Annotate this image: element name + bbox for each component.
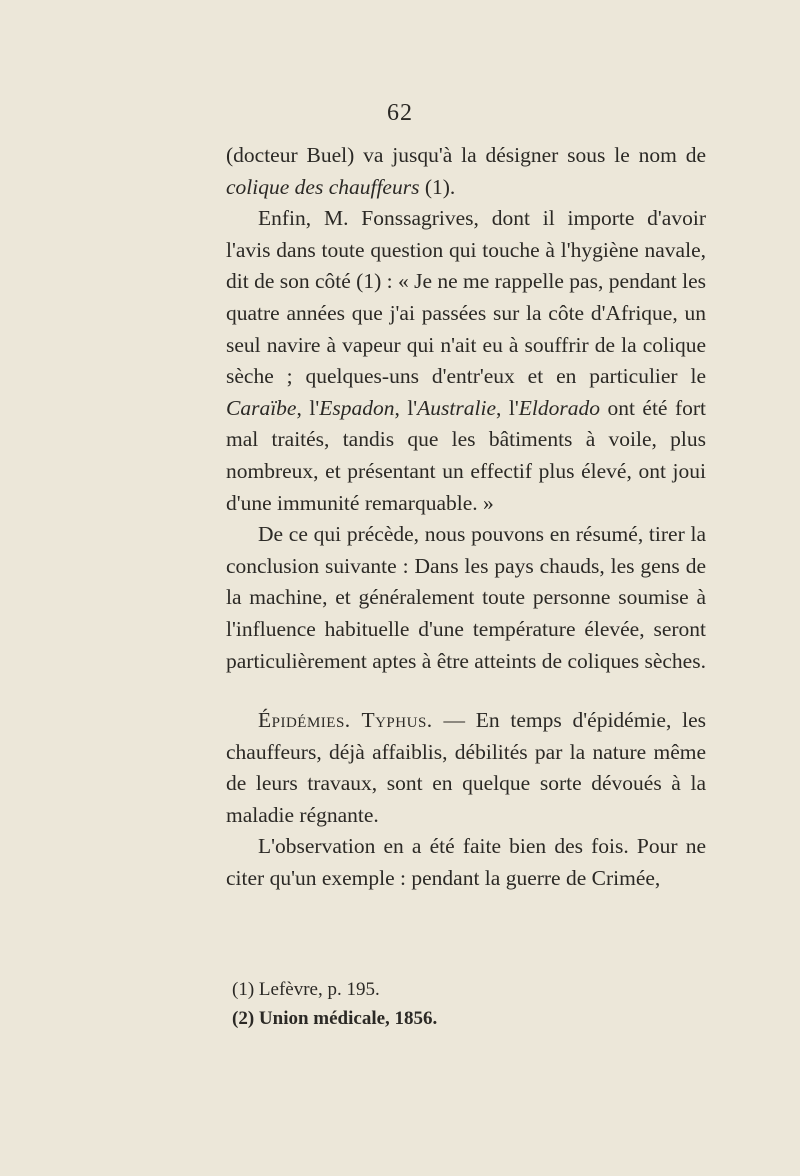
paragraph-2 xyxy=(226,203,706,519)
p4-text: — En temps d'épidémie, les chauffeurs, déjà affaiblis, débilités par la nature même de leurs travaux, sont en quelque sorte dévoués à la maladie régnante. xyxy=(226,708,706,827)
paragraph-5: L'observation en a été faite bien des fois. Pour ne citer qu'un exemple : pendant la guerre de Crimée, xyxy=(226,834,706,891)
p2-ship-caraibe: Caraïbe xyxy=(226,395,297,420)
p2-ship-espadon: Espadon xyxy=(319,395,395,420)
paragraph-1 xyxy=(226,140,706,203)
p1-italic: colique des chauffeurs xyxy=(226,174,420,199)
section-heading-typhus: Typhus. xyxy=(361,708,433,733)
p2-text-b: , l' xyxy=(296,395,320,420)
footnote-1: (1) Lefèvre, p. 195. xyxy=(232,979,380,1000)
p2-text-c: , l' xyxy=(394,395,418,420)
p2-text-e: ont été fort mal traités, tandis que les bâtiments à voile, plus nombreux, et présentant un effectif plus élevé, ont joui d'une immunité remarquable. » xyxy=(226,395,706,515)
p1-text-a: (docteur Buel) va jusqu'à la désigner sous le nom de xyxy=(226,143,706,167)
footnotes xyxy=(232,975,692,1033)
body-text xyxy=(226,140,706,895)
p2-text-d: , l' xyxy=(496,395,519,420)
page-number: 62 xyxy=(387,100,413,126)
p2-ship-eldorado: Eldorado xyxy=(518,395,600,420)
p2-text-a: Enfin, M. Fonssagrives, dont il importe d'avoir l'avis dans toute question qui touche à l'hygiène navale, dit de son côté (1) : « Je ne me rappelle pas, pendant les quatre années que j'ai passées sur la côte d'Afrique, un seul navire à vapeur qui n'ait eu à souffrir de la colique sèche ; quelques-uns d'entr'eux et en particulier le xyxy=(226,206,707,389)
footnote-2: (2) Union médicale, 1856. xyxy=(232,1008,438,1029)
paragraph-3: De ce qui précède, nous pouvons en résumé, tirer la conclusion suivante : Dans les pays chauds, les gens de la machine, et généralement toute personne soumise à l'influence habituelle d'une température élevée, seront particulièrement aptes à être atteints de coliques sèches. xyxy=(226,522,706,673)
paragraph-4 xyxy=(226,705,706,831)
p2-ship-australie: Australie xyxy=(417,395,497,420)
p1-text-b: (1). xyxy=(419,174,456,199)
section-heading-epidemies: Épidémies. xyxy=(258,708,351,733)
